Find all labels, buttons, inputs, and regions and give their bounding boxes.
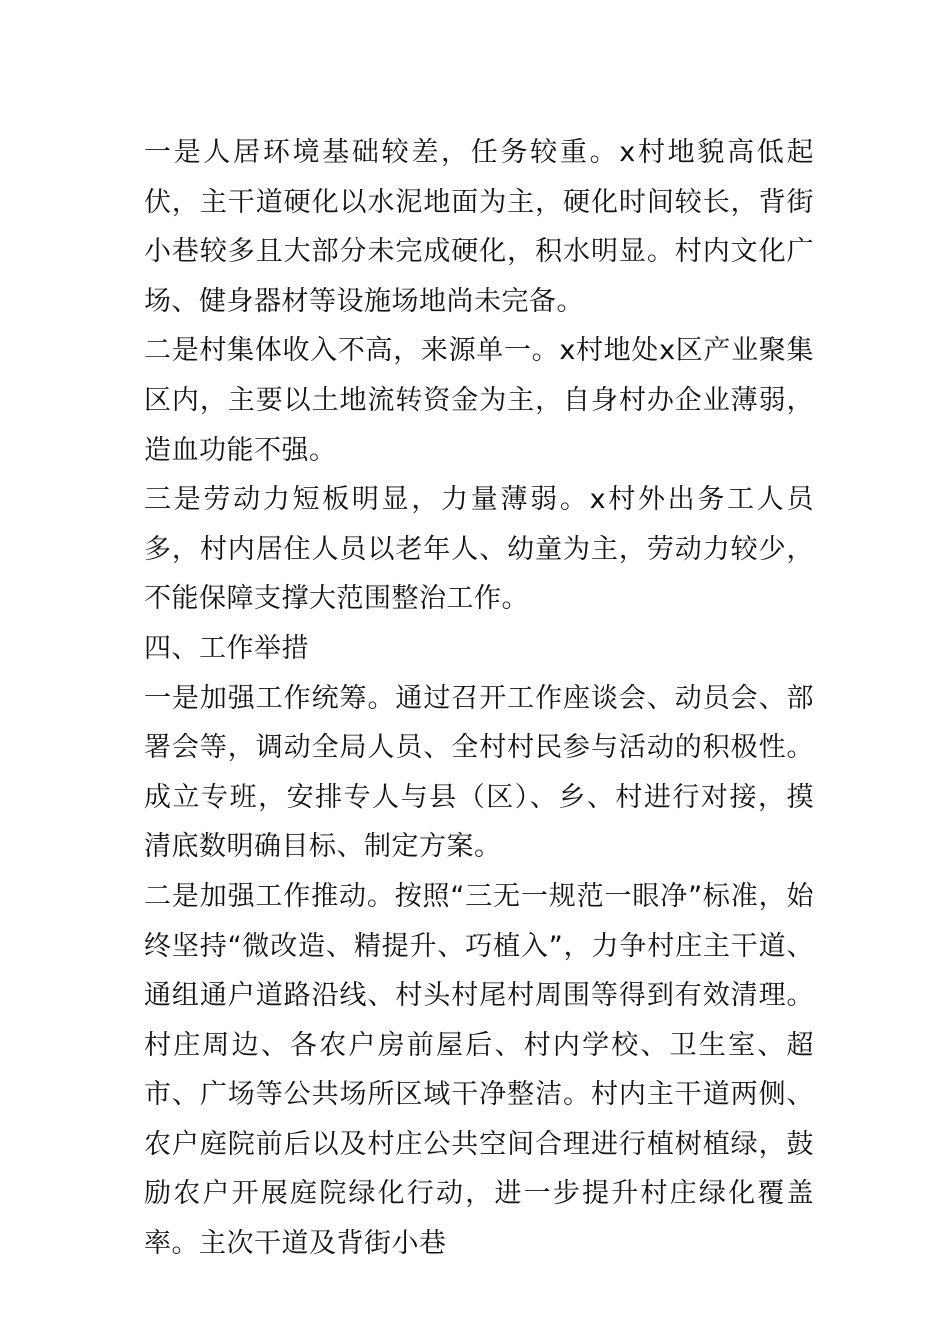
paragraph-measure-1: 一是加强工作统筹。通过召开工作座谈会、动员会、部署会等，调动全局人员、全村村民参与活动的积极性。成立专班，安排专人与县（区）、乡、村进行对接，摸清底数明确目标、制定方案。 [144,682,814,863]
document-body [144,128,814,1269]
paragraph-problem-1: 一是人居环境基础较差，任务较重。x村地貌高低起伏，主干道硬化以水泥地面为主，硬化时间较长，背街小巷较多且大部分未完成硬化，积水明显。村内文化广场、健身器材等设施场地尚未完备。 [144,137,814,317]
paragraph-problem-3: 三是劳动力短板明显，力量薄弱。x村外出务工人员多，村内居住人员以老年人、幼童为主，劳动力较少，不能保障支撑大范围整治工作。 [144,484,814,615]
section-heading: 四、工作举措 [144,632,309,664]
paragraph-measure-2: 二是加强工作推动。按照“三无一规范一眼净”标准，始终坚持“微改造、精提升、巧植入”，力争村庄主干道、通组通户道路沿线、村头村尾村周围等得到有效清理。村庄周边、各农户房前屋后、村内学校、卫生室、超市、广场等公共场所区域干净整洁。村内主干道两侧、农户庭院前后以及村庄公共空间合理进行植树植绿，鼓励农户开展庭院绿化行动，进一步提升村庄绿化覆盖率。主次干道及背街小巷 [144,880,814,1260]
paragraph-problem-2: 二是村集体收入不高，来源单一。x村地处x区产业聚集区内，主要以土地流转资金为主，自身村办企业薄弱，造血功能不强。 [144,335,814,466]
